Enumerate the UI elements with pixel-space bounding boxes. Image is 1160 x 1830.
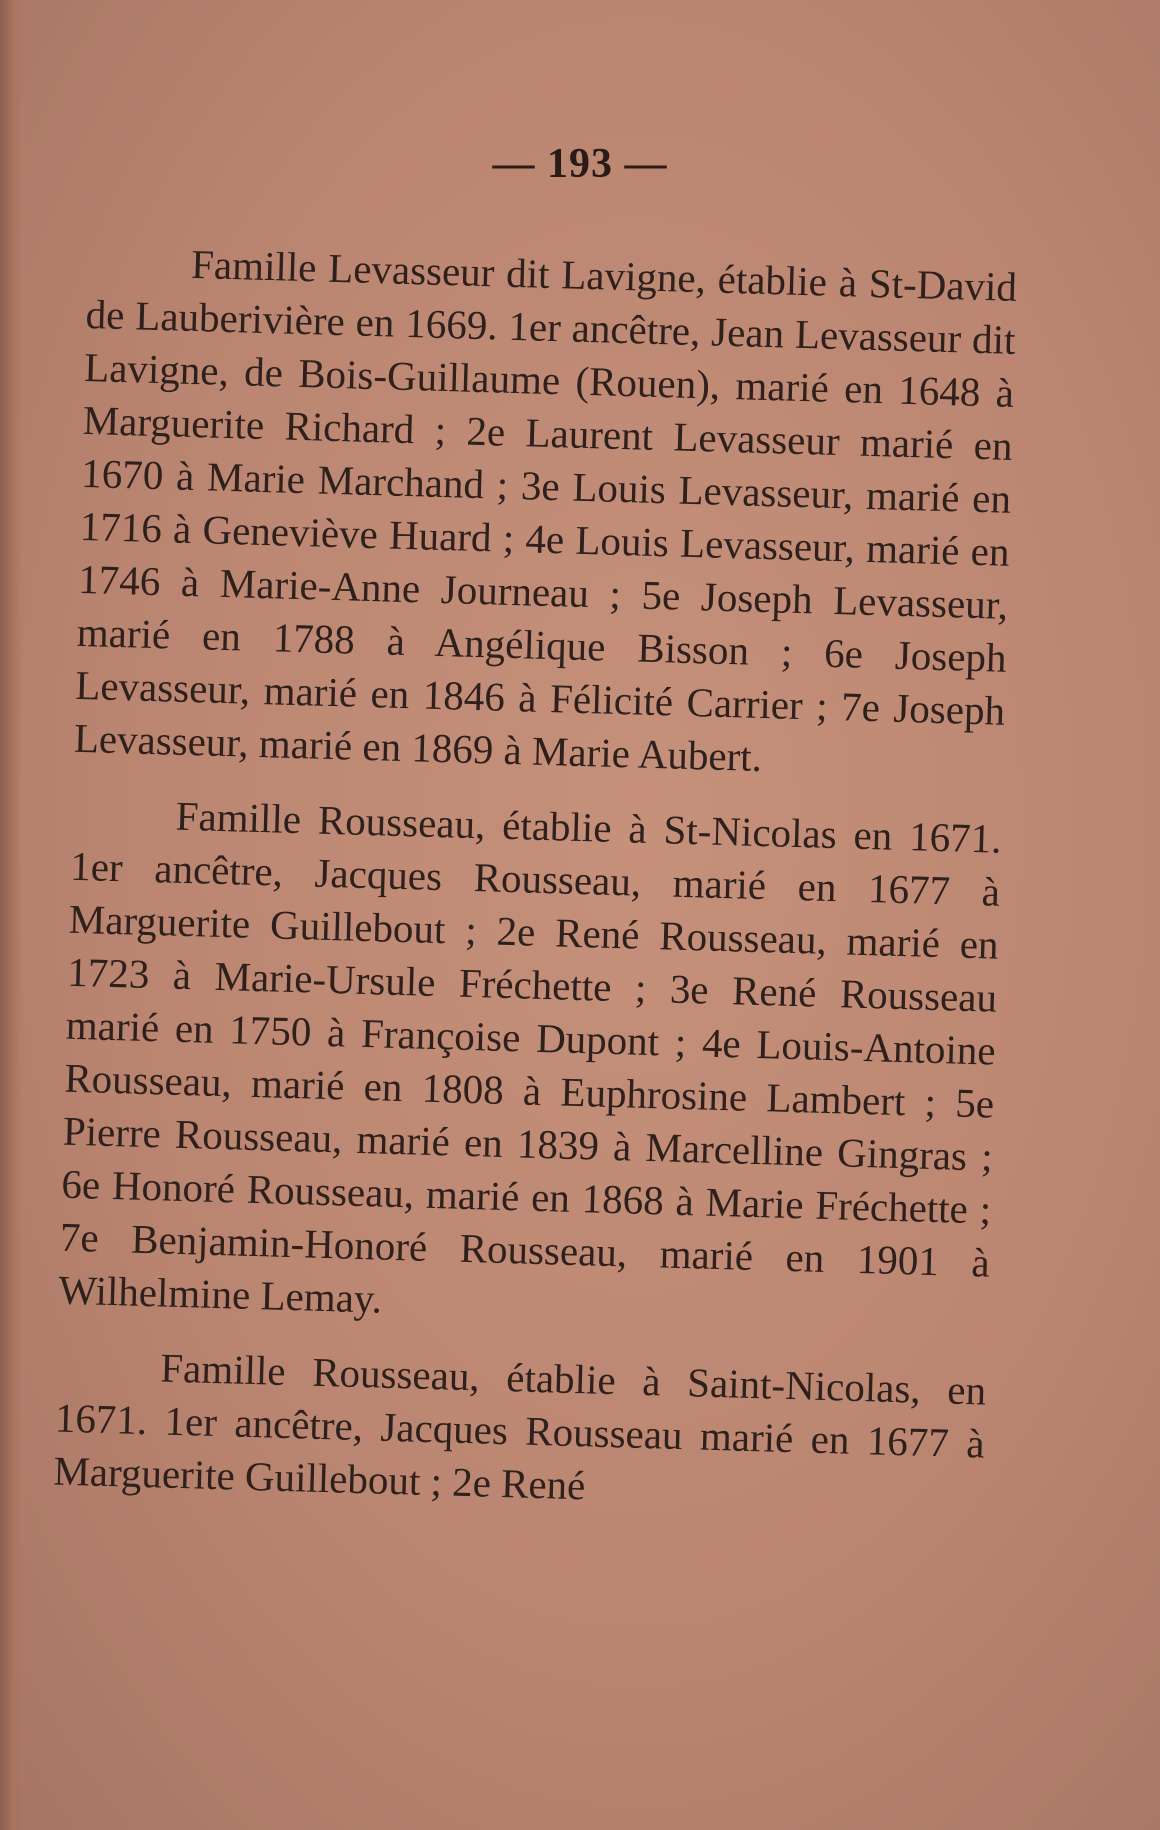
- paragraph-rousseau-2: Famille Rousseau, établie à Saint-Nicolas, en 1671. 1er ancêtre, Jacques Rousseau marié en 1677 à Marguerite Guillebout ; 2e René: [52, 1344, 987, 1509]
- paragraph-rousseau-1: Famille Rousseau, établie à St-Nicolas en 1671. 1er ancêtre, Jacques Rousseau, marié en 1677 à Marguerite Guillebout ; 2e René Rousseau, marié en 1723 à Marie-Ursule Fréchette ; 3e René Rousseau marié en 1750 à Françoise Dupont ; 4e Louis-Antoine Rousseau, marié en 1808 à Euphrosine Lambert ; 5e Pierre Rousseau, marié en 1839 à Marcelline Gingras ; 6e Honoré Rousseau, marié en 1868 à Marie Fréchette ; 7e Benjamin-Honoré Rousseau, marié en 1901 à Wilhelmine Lemay.: [57, 792, 1003, 1322]
- body-text: [52, 235, 1018, 1545]
- page-gutter-shadow: [0, 0, 22, 1830]
- paragraph-levasseur: Famille Levasseur dit Lavigne, établie à St-David de Lauberivière en 1669. 1er ancêtre, Jean Levasseur dit Lavigne, de Bois-Guillaume (Rouen), marié en 1648 à Marguerite Richard ; 2e Laurent Levasseur marié en 1670 à Marie Marchand ; 3e Louis Levasseur, marié en 1716 à Geneviève Huard ; 4e Louis Levasseur, marié en 1746 à Marie-Anne Journeau ; 5e Joseph Levasseur, marié en 1788 à Angélique Bisson ; 6e Joseph Levasseur, marié en 1846 à Félicité Carrier ; 7e Joseph Levasseur, marié en 1869 à Marie Aubert.: [73, 240, 1018, 781]
- page-number: — 193 —: [492, 141, 668, 187]
